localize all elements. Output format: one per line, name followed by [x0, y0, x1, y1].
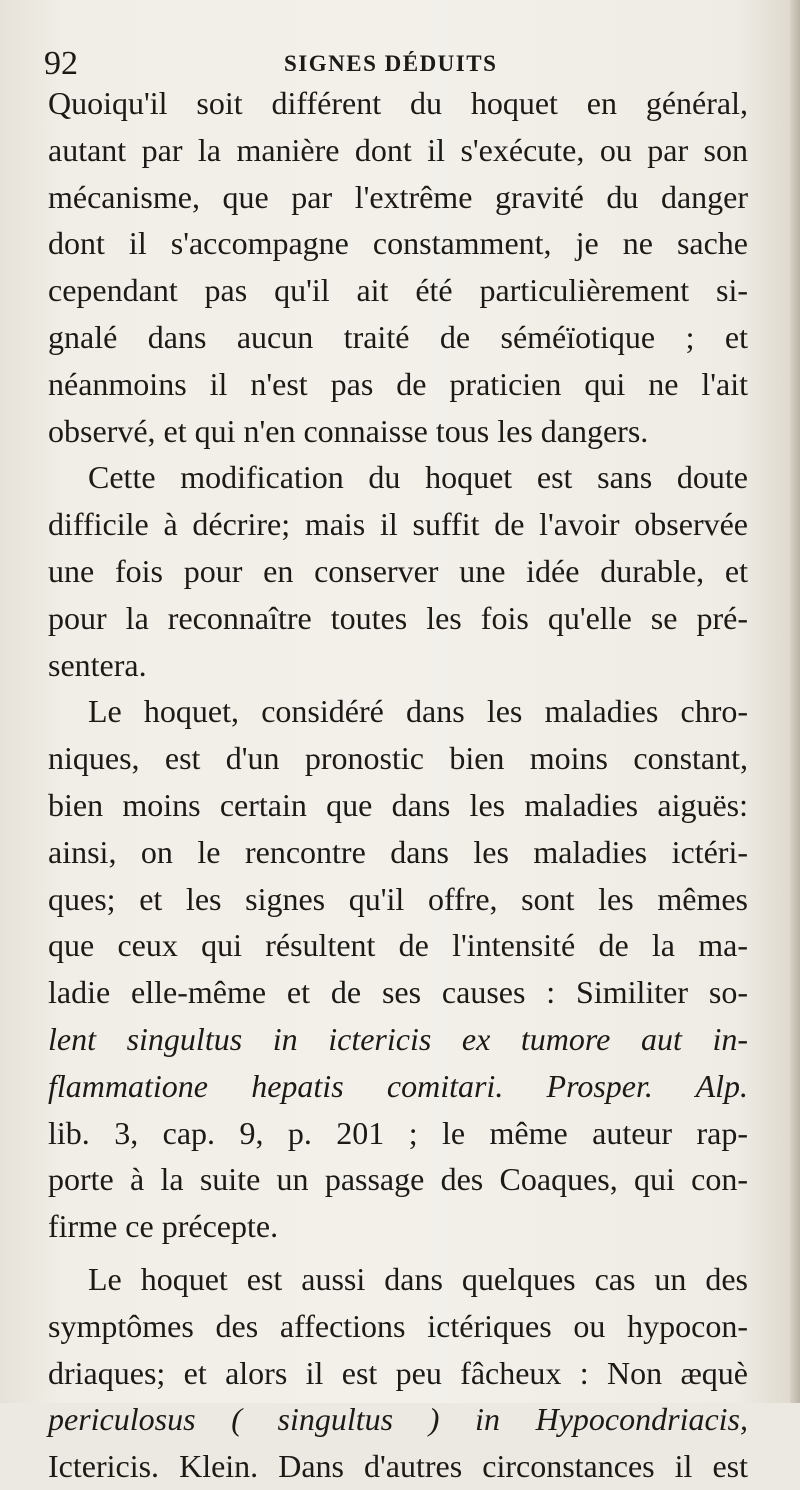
running-head: SIGNES DÉDUITS [284, 51, 498, 76]
text-line: Ictericis. Klein. Dans d'autres circonstances il est [48, 1448, 748, 1485]
page-edge [790, 0, 800, 1403]
text-line: que ceux qui résultent de l'intensité de la ma- [48, 927, 748, 964]
text-line: firme ce précepte. [48, 1208, 279, 1245]
body-text [48, 80, 748, 1490]
text-line: ques; et les signes qu'il offre, sont les mêmes [48, 880, 748, 917]
text-line-italic: flammatione hepatis comitari. Prosper. Alp. [48, 1067, 748, 1104]
text-line: driaques; et alors il est peu fâcheux : Non æquè [48, 1354, 748, 1391]
text-line: symptômes des affections ictériques ou hypocon- [48, 1307, 748, 1344]
text-line: ainsi, on le rencontre dans les maladies ictéri- [48, 833, 748, 870]
text-line: gnalé dans aucun traité de séméïotique ; et [48, 318, 748, 355]
text-line: cependant pas qu'il ait été particulièrement si- [48, 272, 748, 309]
text-line-italic: periculosus ( singultus ) in Hypocondriacis, [48, 1401, 748, 1438]
text-line: bien moins certain que dans les maladies aiguës: [48, 786, 748, 823]
text-line: ladie elle-même et de ses causes : Similiter so- [48, 974, 748, 1011]
page-header [44, 44, 754, 84]
text-line: observé, et qui n'en connaisse tous les dangers. [48, 412, 649, 449]
text-line: Le hoquet est aussi dans quelques cas un des [88, 1260, 748, 1297]
text-line: difficile à décrire; mais il suffit de l'avoir observée [48, 506, 748, 543]
text-line: niques, est d'un pronostic bien moins constant, [48, 740, 748, 777]
text-line: porte à la suite un passage des Coaques, qui con- [48, 1161, 748, 1198]
text-line: Le hoquet, considéré dans les maladies chro- [88, 693, 748, 730]
text-line: une fois pour en conserver une idée durable, et [48, 552, 748, 589]
text-line: Cette modification du hoquet est sans doute [88, 459, 748, 496]
text-line: mécanisme, que par l'extrême gravité du danger [48, 178, 748, 215]
text-line-italic: lent singultus in ictericis ex tumore aut in- [48, 1020, 748, 1057]
text-line: pour la reconnaître toutes les fois qu'elle se pré- [48, 599, 748, 636]
text-line: autant par la manière dont il s'exécute, ou par son [48, 131, 748, 168]
text-line: dont il s'accompagne constamment, je ne sache [48, 225, 748, 262]
page-number: 92 [44, 45, 78, 82]
text-line: néanmoins il n'est pas de praticien qui ne l'ait [48, 365, 748, 402]
text-line: lib. 3, cap. 9, p. 201 ; le même auteur rap- [48, 1114, 748, 1151]
text-line: sentera. [48, 646, 147, 683]
text-line: Quoiqu'il soit différent du hoquet en général, [48, 85, 748, 121]
